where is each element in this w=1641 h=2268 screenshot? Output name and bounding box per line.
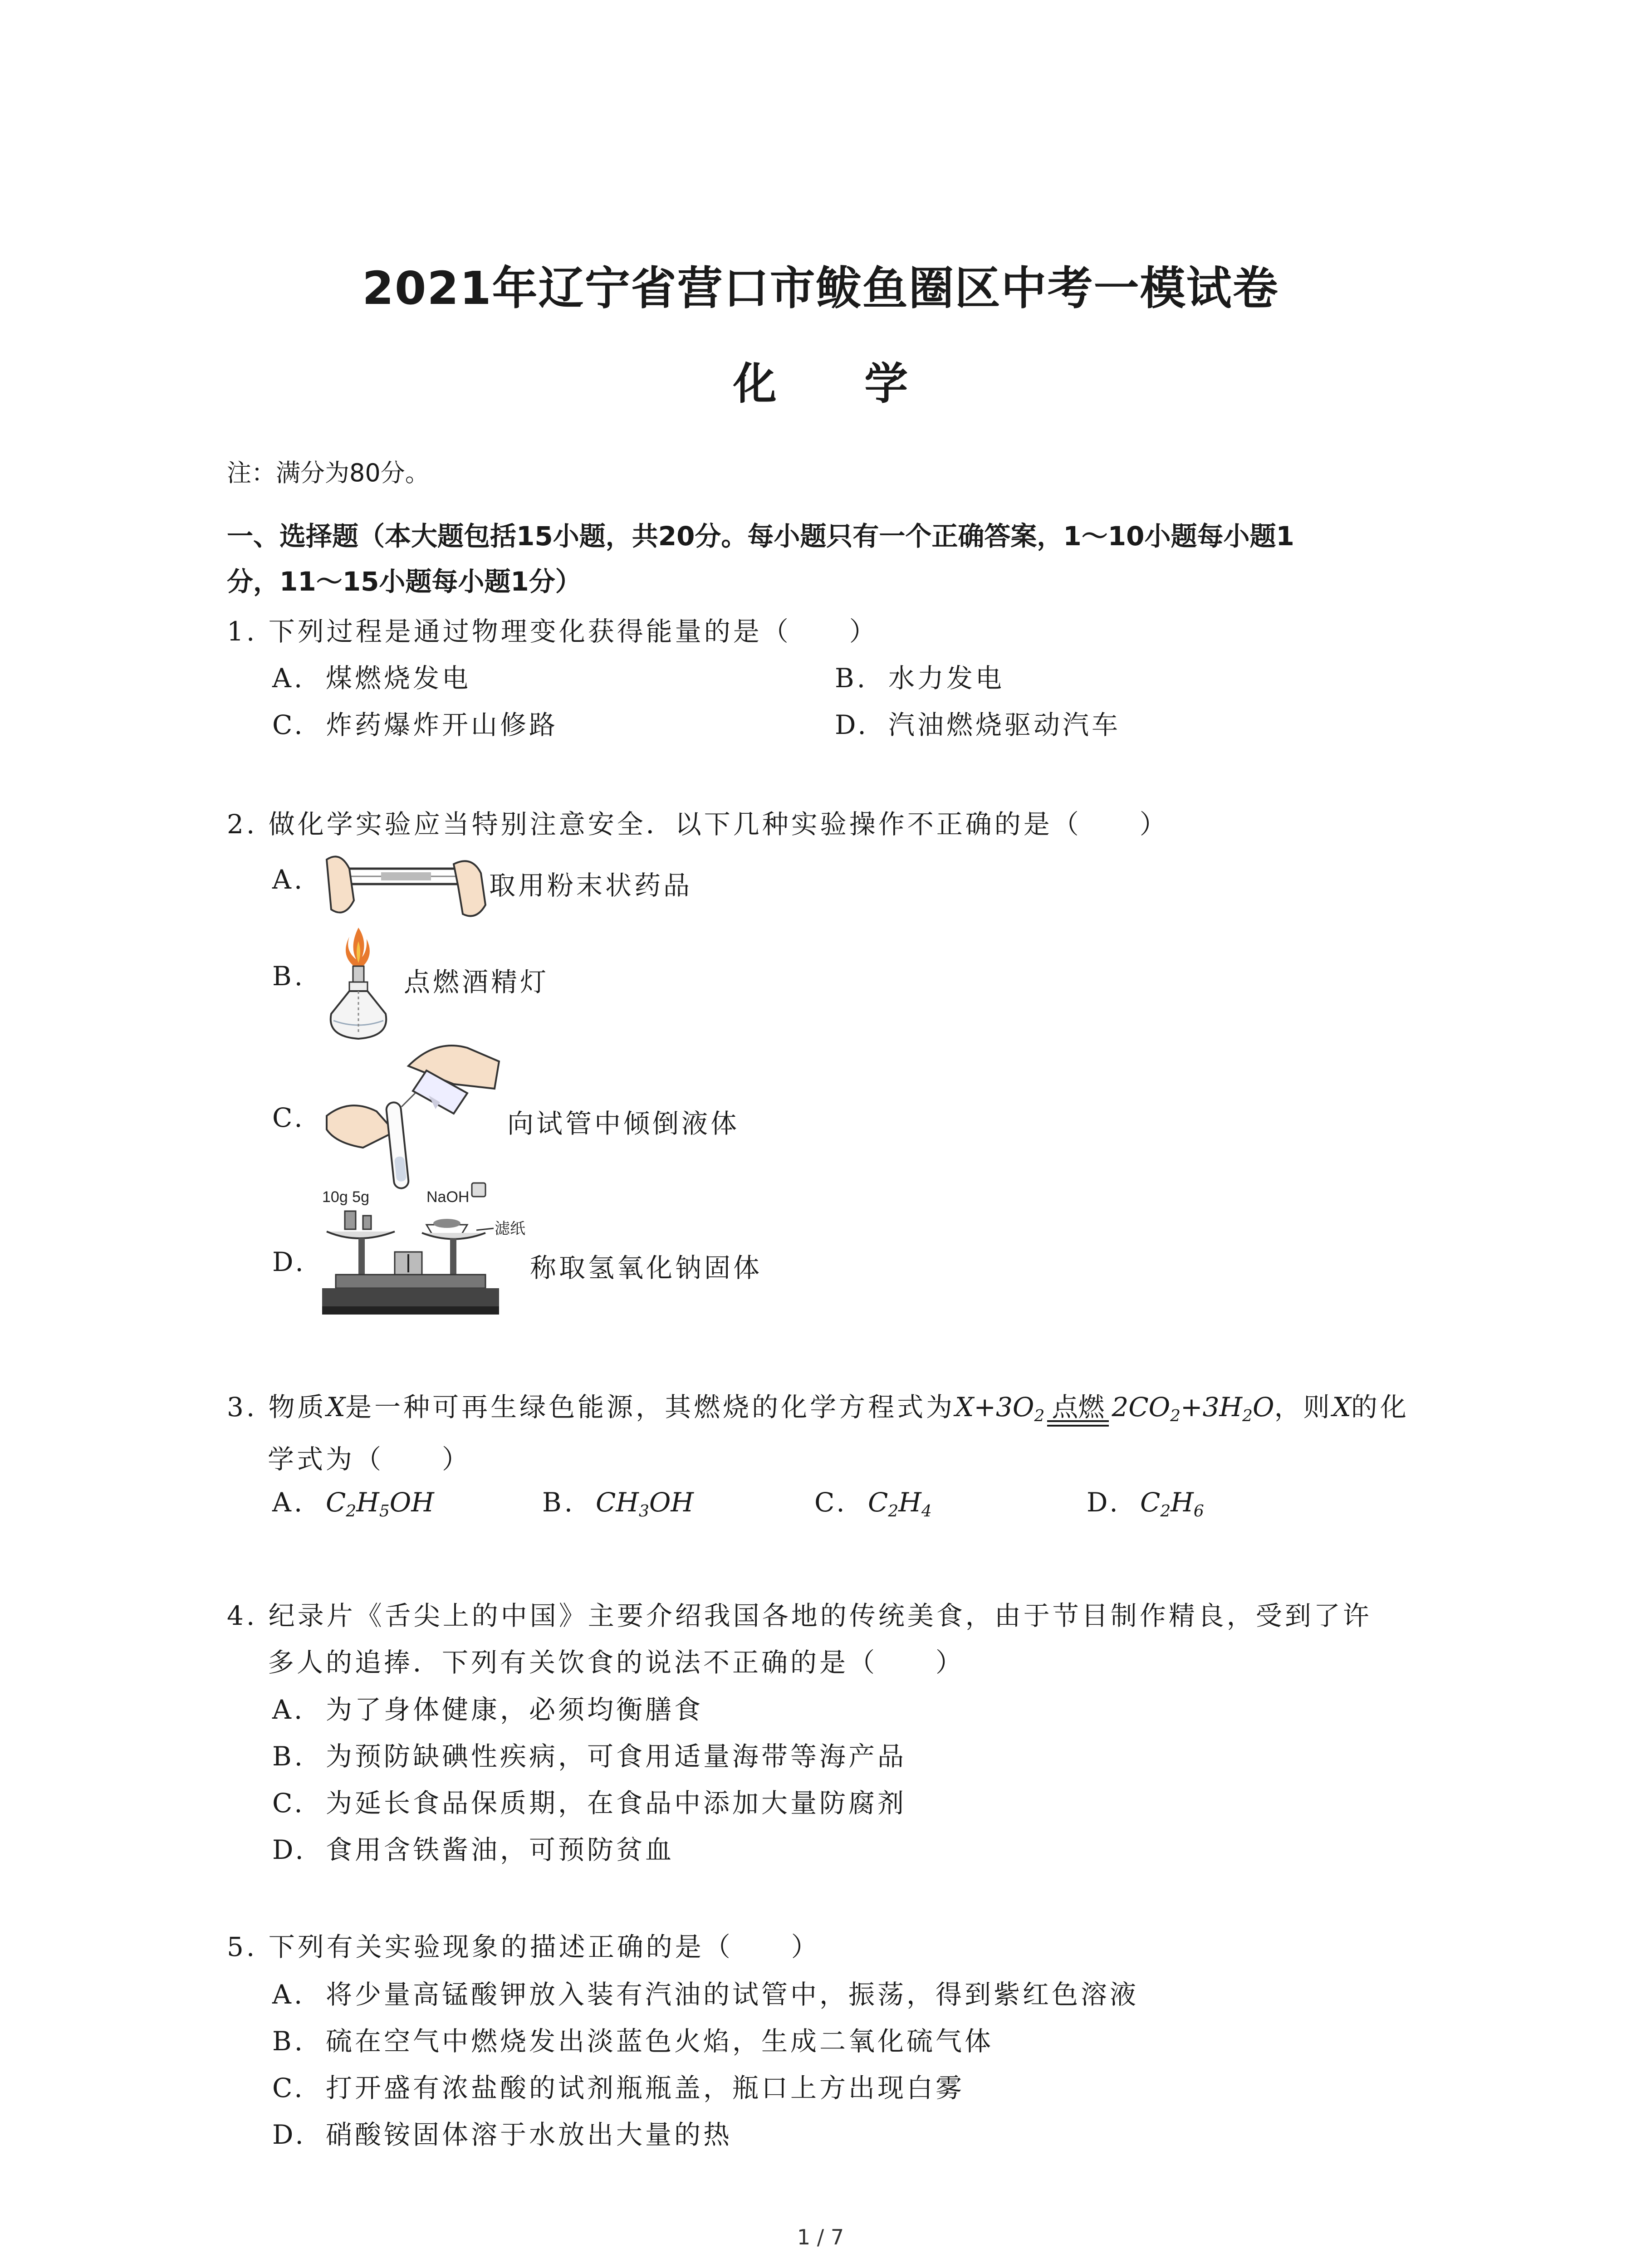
pouring-liquid-illustration <box>318 1034 513 1193</box>
option-text: 为预防缺碘性疾病，可食用适量海带等海产品 <box>326 1741 907 1772</box>
option-text: 打开盛有浓盐酸的试剂瓶瓶盖，瓶口上方出现白雾 <box>326 2072 965 2103</box>
question-2-option-b-text: 点燃酒精灯 <box>404 967 549 997</box>
section-heading-line1: 一、选择题（本大题包括15小题，共20分。每小题只有一个正确答案，1～10小题每小题1 <box>227 521 1294 552</box>
option-text: 为了身体健康，必须均衡膳食 <box>326 1694 704 1725</box>
question-4-option-d <box>272 1828 674 1867</box>
question-5-option-c <box>272 2067 965 2105</box>
question-1-option-a <box>272 657 471 695</box>
weights-label: 10g 5g <box>322 1188 369 1206</box>
subscript: 2 <box>346 1501 357 1520</box>
subscript: 2 <box>888 1501 899 1520</box>
formula-part: H <box>1171 1487 1194 1518</box>
question-3-option-b <box>542 1487 694 1520</box>
question-3-option-c <box>814 1487 932 1520</box>
formula-part: OH <box>389 1487 434 1518</box>
option-label: C. <box>814 1487 847 1518</box>
subscript: 2 <box>1160 1501 1171 1520</box>
question-5-option-d <box>272 2113 732 2151</box>
option-text: 食用含铁酱油，可预防贫血 <box>326 1834 675 1865</box>
option-text: 为延长食品保质期，在食品中添加大量防腐剂 <box>326 1788 907 1818</box>
option-label: A. <box>272 1487 305 1518</box>
question-5-option-b <box>272 2020 994 2058</box>
page-number: 1 / 7 <box>797 2225 844 2249</box>
question-3-stem <box>227 1386 1409 1425</box>
stem-text: ，则 <box>1274 1392 1332 1422</box>
variable-x: X <box>326 1392 346 1422</box>
option-text: 硝酸铵固体溶于水放出大量的热 <box>326 2119 733 2150</box>
question-5-stem: 5. 下列有关实验现象的描述正确的是（ ） <box>227 1931 820 1962</box>
formula <box>326 1487 434 1518</box>
question-2-option-b-label: B. <box>272 961 306 992</box>
subscript: 2 <box>1034 1406 1045 1425</box>
option-label: B. <box>272 1741 306 1772</box>
question-1-option-d <box>835 704 1121 742</box>
subscript: 2 <box>1170 1406 1181 1425</box>
option-label: A. <box>272 1979 305 2010</box>
question-4-option-a <box>272 1688 703 1726</box>
formula <box>1140 1487 1204 1518</box>
filter-paper-label: 滤纸 <box>495 1220 525 1237</box>
subscript: 3 <box>638 1501 649 1520</box>
formula <box>868 1487 932 1518</box>
question-2-option-a-label: A. <box>272 864 305 895</box>
stem-text: 的化 <box>1351 1392 1409 1422</box>
subscript: 6 <box>1193 1501 1204 1520</box>
formula <box>596 1487 694 1518</box>
equation-right: +3H <box>1181 1392 1243 1422</box>
question-3-stem-line2: 学式为（ ） <box>268 1444 471 1475</box>
subscript: 4 <box>921 1501 932 1520</box>
question-5-option-a <box>272 1973 1139 2011</box>
question-2-option-d-text: 称取氢氧化钠固体 <box>530 1252 763 1283</box>
option-text: 水力发电 <box>888 663 1005 694</box>
question-4-option-c <box>272 1782 906 1820</box>
question-2-stem: 2. 做化学实验应当特别注意安全．以下几种实验操作不正确的是（ ） <box>227 809 1169 840</box>
equation-left: X+3O <box>955 1392 1034 1422</box>
question-2-option-c-text: 向试管中倾倒液体 <box>507 1108 740 1139</box>
score-note: 注：满分为80分。 <box>227 459 430 487</box>
question-4-option-b <box>272 1735 906 1773</box>
subject-title: 化 学 <box>733 358 945 409</box>
option-label: D. <box>835 709 869 740</box>
balance-illustration <box>318 1179 531 1329</box>
equation-right: O <box>1253 1392 1274 1422</box>
question-1-option-b <box>835 657 1004 695</box>
equation <box>955 1392 1274 1425</box>
option-label: C. <box>272 709 305 740</box>
option-label: D. <box>1087 1487 1121 1518</box>
option-label: B. <box>272 2026 306 2057</box>
question-1-option-c <box>272 704 558 742</box>
section-heading-line2: 分，11～15小题每小题1分） <box>227 566 582 597</box>
formula-part: C <box>868 1487 888 1518</box>
question-4-stem-line1: 4. 纪录片《舌尖上的中国》主要介绍我国各地的传统美食，由于节目制作精良，受到了许 <box>227 1600 1372 1631</box>
option-label: A. <box>272 663 305 694</box>
option-text: 炸药爆炸开山修路 <box>326 709 558 740</box>
option-label: D. <box>272 1834 306 1865</box>
formula-part: H <box>898 1487 921 1518</box>
formula-part: C <box>1140 1487 1161 1518</box>
formula-part: C <box>326 1487 346 1518</box>
powder-taking-illustration <box>318 841 495 928</box>
alcohol-lamp-illustration <box>313 923 404 1043</box>
option-label: A. <box>272 1694 305 1725</box>
subscript: 2 <box>1242 1406 1253 1425</box>
question-2-option-a-text: 取用粉末状药品 <box>489 870 693 901</box>
variable-x: X <box>1332 1392 1351 1422</box>
exam-title: 2021年辽宁省营口市鲅鱼圈区中考一模试卷 <box>362 262 1279 315</box>
option-text: 将少量高锰酸钾放入装有汽油的试管中，振荡，得到紫红色溶液 <box>326 1979 1139 2010</box>
reaction-condition: 点燃 <box>1047 1386 1109 1424</box>
option-text: 煤燃烧发电 <box>326 663 471 694</box>
option-text: 汽油燃烧驱动汽车 <box>888 709 1121 740</box>
naoh-label: NaOH <box>426 1188 470 1206</box>
question-3-option-a <box>272 1487 434 1520</box>
question-2-option-c-label: C. <box>272 1102 305 1133</box>
option-label: C. <box>272 2072 305 2103</box>
subscript: 5 <box>379 1501 390 1520</box>
stem-text: 3. 物质 <box>227 1392 327 1422</box>
option-label: C. <box>272 1788 305 1818</box>
option-label: B. <box>542 1487 576 1518</box>
formula-part: H <box>356 1487 379 1518</box>
option-label: D. <box>272 2119 306 2150</box>
option-text: 硫在空气中燃烧发出淡蓝色火焰，生成二氧化硫气体 <box>326 2026 994 2057</box>
formula-part: CH <box>596 1487 639 1518</box>
option-label: B. <box>835 663 868 694</box>
question-1-stem: 1. 下列过程是通过物理变化获得能量的是（ ） <box>227 616 878 647</box>
equation-right: 2CO <box>1112 1392 1171 1422</box>
stem-text: 是一种可再生绿色能源，其燃烧的化学方程式为 <box>345 1392 955 1422</box>
question-3-option-d <box>1087 1487 1204 1520</box>
question-4-stem-line2: 多人的追捧．下列有关饮食的说法不正确的是（ ） <box>268 1647 965 1678</box>
formula-part: OH <box>649 1487 694 1518</box>
question-2-option-d-label: D. <box>272 1246 306 1277</box>
